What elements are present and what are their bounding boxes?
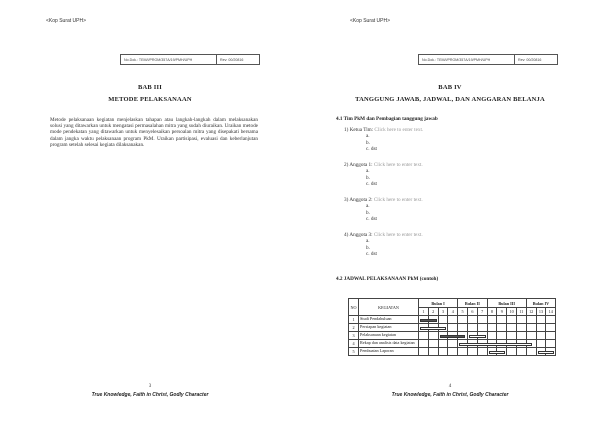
- page-number: 3: [148, 384, 152, 389]
- schedule-cell: [516, 348, 526, 356]
- schedule-cell: [438, 340, 448, 348]
- row-number: 3: [349, 332, 359, 340]
- schedule-cell: [467, 324, 477, 332]
- schedule-cell: [516, 316, 526, 324]
- schedule-cell: [458, 340, 468, 348]
- week-header: 13: [536, 308, 546, 316]
- revision-number: Rev: 00/20816: [518, 57, 542, 62]
- schedule-cell: [448, 324, 458, 332]
- schedule-cell: [487, 332, 497, 340]
- schedule-cell: [507, 340, 517, 348]
- page-right: [300, 0, 600, 424]
- schedule-cell: [487, 340, 497, 348]
- schedule-cell: [536, 340, 546, 348]
- schedule-cell: [487, 324, 497, 332]
- schedule-cell: [487, 348, 497, 356]
- schedule-cell: [526, 324, 536, 332]
- schedule-cell: [438, 316, 448, 324]
- chapter-title: METODE PELAKSANAAN: [108, 96, 192, 103]
- member-block: [344, 197, 423, 222]
- schedule-cell: [467, 332, 477, 340]
- letterhead-label: <Kop Surat UPH>: [350, 18, 391, 24]
- schedule-cell: [428, 332, 438, 340]
- list-item: a.: [366, 133, 370, 140]
- schedule-cell: [477, 324, 487, 332]
- schedule-cell: [477, 348, 487, 356]
- month-header: Bulan III: [487, 299, 526, 308]
- list-item: a.: [366, 203, 370, 210]
- footer-motto: True Knowledge, Faith in Christ, Godly Character: [91, 392, 209, 398]
- schedule-cell: [448, 348, 458, 356]
- schedule-cell: [507, 332, 517, 340]
- schedule-cell: [467, 340, 477, 348]
- schedule-cell: [497, 332, 507, 340]
- schedule-cell: [458, 324, 468, 332]
- week-header: 12: [526, 308, 536, 316]
- schedule-cell: [516, 324, 526, 332]
- week-header: 11: [516, 308, 526, 316]
- member-name-field[interactable]: Click here to enter text.: [374, 127, 424, 133]
- member-label: 2) Anggota 1:: [344, 162, 373, 168]
- schedule-cell: [536, 348, 546, 356]
- schedule-cell: [536, 324, 546, 332]
- schedule-cell: [428, 340, 438, 348]
- schedule-cell: [438, 348, 448, 356]
- section-team-heading: 4.1 Tim PkM dan Pembagian tanggung jawab: [336, 116, 438, 122]
- week-header: 3: [438, 308, 448, 316]
- schedule-cell: [448, 332, 458, 340]
- list-item: b.: [366, 244, 370, 251]
- member-label: 4) Anggota 3:: [344, 232, 373, 238]
- schedule-cell: [497, 348, 507, 356]
- letterhead-label: <Kop Surat UPH>: [46, 18, 87, 24]
- chapter-label: BAB IV: [438, 84, 462, 91]
- activity-name: Rekap dan analisis data kegiatan: [359, 340, 419, 348]
- schedule-cell: [458, 348, 468, 356]
- list-item: a.: [366, 168, 370, 175]
- chapter-body: Metode pelaksanaan kegiatan menjelaskan tahapan atau langkah-langkah dalam melaksanakan solusi yang ditawarkan untuk mengatasi permasalahan mitra yang sudah diuraikan. Uraikan metode mode pendekatan yang ditawarkan untuk menyelesaikan persoalan mitra yang disepakati bersama dalam jangka waktu pelaksanaan program PkM. Uraikan partisipasi, evaluasi dan keberlanjutan program setelah selesai kegiata dilaksanakan.: [50, 117, 258, 148]
- schedule-cell: [419, 332, 429, 340]
- activity-name: Pembuatan Laporan: [359, 348, 419, 356]
- schedule-cell: [467, 316, 477, 324]
- schedule-cell: [467, 348, 477, 356]
- list-item: b.: [366, 174, 370, 181]
- row-number: 5: [349, 348, 359, 356]
- schedule-cell: [419, 340, 429, 348]
- schedule-table: [348, 298, 556, 356]
- schedule-cell: [419, 324, 429, 332]
- schedule-cell: [536, 316, 546, 324]
- member-name-field[interactable]: Click here to enter text.: [373, 197, 423, 203]
- schedule-cell: [458, 332, 468, 340]
- table-row: [349, 324, 556, 332]
- document-number-box: [418, 54, 558, 65]
- schedule-cell: [536, 332, 546, 340]
- list-item: c. dst: [366, 180, 377, 187]
- schedule-cell: [419, 316, 429, 324]
- list-item: a.: [366, 238, 370, 245]
- schedule-cell: [546, 332, 556, 340]
- schedule-cell: [526, 316, 536, 324]
- document-number: No.Dok.: TEM/I/PROM/357A/19/PMH/UPH: [419, 55, 515, 64]
- schedule-cell: [546, 348, 556, 356]
- schedule-cell: [428, 324, 438, 332]
- schedule-cell: [526, 332, 536, 340]
- list-item: b.: [366, 209, 370, 216]
- schedule-cell: [477, 340, 487, 348]
- chapter-label: BAB III: [138, 84, 162, 91]
- member-block: [344, 232, 423, 257]
- schedule-cell: [458, 316, 468, 324]
- schedule-cell: [438, 324, 448, 332]
- page-number: 4: [448, 384, 452, 389]
- column-header-no: NO: [349, 299, 359, 316]
- month-header: Bulan II: [458, 299, 487, 308]
- month-header: Bulan I: [419, 299, 458, 308]
- table-row: [349, 340, 556, 348]
- schedule-cell: [428, 348, 438, 356]
- activity-name: Pelaksanaan kegiatan: [359, 332, 419, 340]
- schedule-cell: [516, 332, 526, 340]
- document-number-box: [120, 54, 260, 65]
- member-block: [344, 127, 423, 152]
- schedule-cell: [497, 324, 507, 332]
- month-header: Bulan IV: [526, 299, 555, 308]
- schedule-cell: [507, 348, 517, 356]
- week-header: 2: [428, 308, 438, 316]
- schedule-cell: [428, 316, 438, 324]
- week-header: 8: [487, 308, 497, 316]
- week-header: 7: [477, 308, 487, 316]
- schedule-cell: [477, 316, 487, 324]
- schedule-cell: [438, 332, 448, 340]
- table-row: [349, 332, 556, 340]
- member-name-field[interactable]: Click here to enter text.: [373, 162, 423, 168]
- schedule-cell: [497, 316, 507, 324]
- member-label: 1) Ketua Tim:: [344, 127, 374, 133]
- schedule-cell: [546, 340, 556, 348]
- footer-motto: True Knowledge, Faith in Christ, Godly Character: [391, 392, 509, 398]
- schedule-cell: [546, 316, 556, 324]
- week-header: 9: [497, 308, 507, 316]
- schedule-cell: [526, 340, 536, 348]
- schedule-cell: [507, 316, 517, 324]
- row-number: 4: [349, 340, 359, 348]
- document-number: No.Dok.: TEM/I/PROM/357A/19/PMH/UPH: [121, 55, 217, 64]
- section-schedule-heading: 4.2 JADWAL PELAKSANAAN PkM (contoh): [336, 276, 439, 282]
- list-item: b.: [366, 139, 370, 146]
- schedule-cell: [448, 340, 458, 348]
- list-item: c. dst: [366, 145, 377, 152]
- schedule-cell: [526, 348, 536, 356]
- week-header: 14: [546, 308, 556, 316]
- week-header: 4: [448, 308, 458, 316]
- list-item: c. dst: [366, 250, 377, 257]
- schedule-cell: [477, 332, 487, 340]
- member-block: [344, 162, 423, 187]
- schedule-cell: [419, 348, 429, 356]
- list-item: c. dst: [366, 215, 377, 222]
- week-header: 5: [458, 308, 468, 316]
- row-number: 2: [349, 324, 359, 332]
- revision-number: Rev: 00/20816: [220, 57, 244, 62]
- member-label: 3) Anggota 2:: [344, 197, 373, 203]
- week-header: 10: [507, 308, 517, 316]
- schedule-cell: [516, 340, 526, 348]
- week-header: 1: [419, 308, 429, 316]
- table-row: [349, 348, 556, 356]
- column-header-kegiatan: KEGIATAN: [359, 299, 419, 316]
- week-header: 6: [467, 308, 477, 316]
- table-row: [349, 316, 556, 324]
- schedule-cell: [507, 324, 517, 332]
- activity-name: Studi Pendahuluan: [359, 316, 419, 324]
- chapter-title: TANGGUNG JAWAB, JADWAL, DAN ANGGARAN BELANJA: [355, 96, 545, 103]
- schedule-cell: [546, 324, 556, 332]
- schedule-cell: [487, 316, 497, 324]
- member-name-field[interactable]: Click here to enter text.: [373, 232, 423, 238]
- schedule-cell: [448, 316, 458, 324]
- schedule-cell: [497, 340, 507, 348]
- activity-name: Persiapan kegiatan: [359, 324, 419, 332]
- row-number: 1: [349, 316, 359, 324]
